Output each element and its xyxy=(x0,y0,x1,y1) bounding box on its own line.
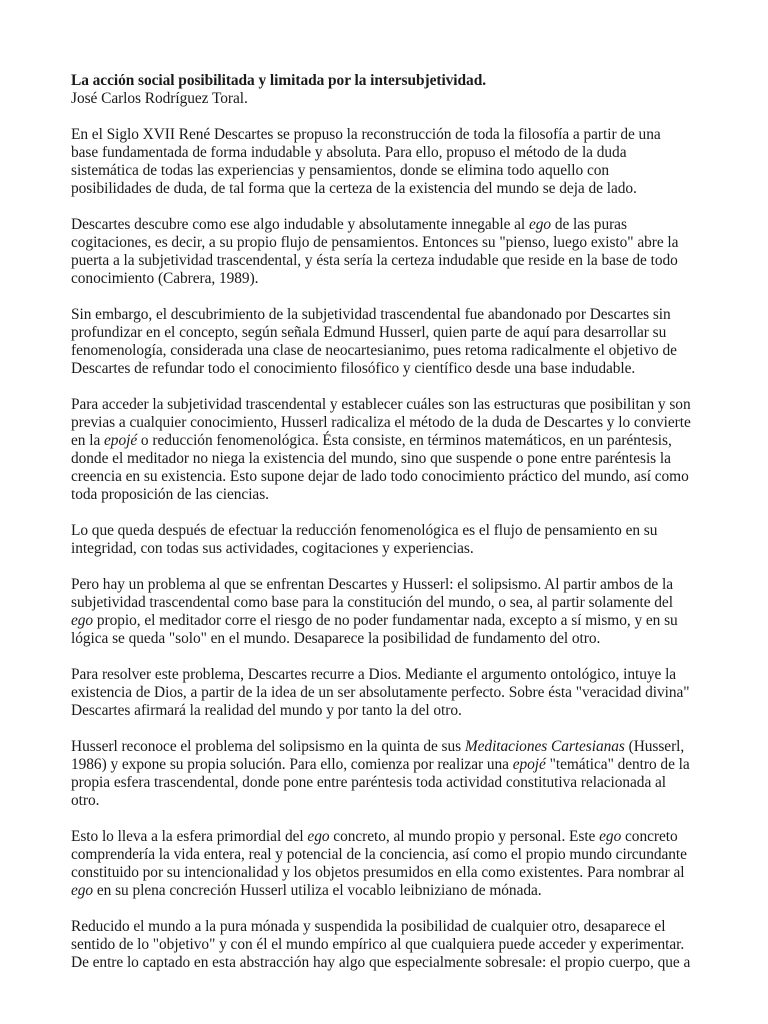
paragraph-text: (Husserl, 1986) y expone su propia solución. Para ello, comienza por realizar una xyxy=(71,738,685,773)
paragraph xyxy=(71,396,691,504)
document-body xyxy=(71,126,691,972)
italic-text: ego xyxy=(599,828,622,845)
paragraph xyxy=(71,126,691,198)
document-author: José Carlos Rodríguez Toral. xyxy=(71,90,248,107)
paragraph-text: Esto lo lleva a la esfera primordial del xyxy=(71,828,308,845)
paragraph xyxy=(71,666,691,720)
italic-text: ego xyxy=(528,216,552,233)
paragraph xyxy=(71,828,691,900)
paragraph-text: Para acceder la subjetividad trascendental y establecer cuáles son las estructuras que posibilitan y son previas a cualquier conocimiento, Husserl radicaliza el método de la duda de Descartes y lo convierte en la xyxy=(71,396,691,449)
paragraph-text: propio, el meditador corre el riesgo de no poder fundamentar nada, excepto a sí mismo, y en su lógica se queda "solo" en el mundo. Desaparece la posibilidad de fundamento del otro. xyxy=(71,612,678,647)
document-title: La acción social posibilitada y limitada por la intersubjetividad. xyxy=(71,72,486,89)
italic-text: ego xyxy=(71,612,94,629)
paragraph-text: En el Siglo XVII René Descartes se propuso la reconstrucción de toda la filosofía a partir de una base fundamentada de forma indudable y absoluta. Para ello, propuso el método de la duda sistemática de todas las experiencias y pensamientos, donde se elimina todo aquello con posibilidades de duda, de tal forma que la certeza de la existencia del mundo se deja de lado. xyxy=(71,126,661,197)
paragraph-text: de las puras cogitaciones, es decir, a su propio flujo de pensamientos. Entonces su "pienso, luego existo" abre la puerta a la subjetividad trascendental, y ésta sería la certeza indudable que reside en la base de todo conocimiento (Cabrera, 1989). xyxy=(71,216,679,287)
italic-text: epojé xyxy=(512,756,546,773)
italic-text: epojé xyxy=(104,432,138,449)
paragraph-text: Para resolver este problema, Descartes recurre a Dios. Mediante el argumento ontológico, intuye la existencia de Dios, a partir de la idea de un ser absolutamente perfecto. Sobre ésta "veracidad divina" Descartes afirmará la realidad del mundo y por tanto la del otro. xyxy=(71,666,690,719)
paragraph xyxy=(71,738,691,810)
paragraph-text: "temática" dentro de la propia esfera trascendental, donde pone entre paréntesis toda actividad constitutiva relacionada al otro. xyxy=(71,756,690,809)
paragraph xyxy=(71,216,691,288)
italic-text: ego xyxy=(307,828,330,845)
paragraph-text: Lo que queda después de efectuar la reducción fenomenológica es el flujo de pensamiento en su integridad, con todas sus actividades, cogitaciones y experiencias. xyxy=(71,522,658,557)
paragraph-text: Reducido el mundo a la pura mónada y suspendida la posibilidad de cualquier otro, desaparece el sentido de lo "objetivo" y con él el mundo empírico al que cualquiera puede acceder y experimentar. De entre lo captado en esta abstracción hay algo que especialmente sobresale: el propio cuerpo, que a xyxy=(71,918,691,971)
paragraph xyxy=(71,306,691,378)
document-page xyxy=(71,72,691,990)
paragraph xyxy=(71,576,691,648)
paragraph-text: concreto, al mundo propio y personal. Este xyxy=(329,828,600,845)
italic-text: Meditaciones Cartesianas xyxy=(464,738,625,755)
paragraph-text: Husserl reconoce el problema del solipsismo en la quinta de sus xyxy=(71,738,465,755)
paragraph-text: concreto comprendería la vida entera, real y potencial de la conciencia, así como el propio mundo circundante constituido por su intencionalidad y los objetos presumidos en ella como existentes. Para nombrar al xyxy=(71,828,687,881)
paragraph xyxy=(71,522,691,558)
paragraph-text: Sin embargo, el descubrimiento de la subjetividad trascendental fue abandonado por Descartes sin profundizar en el concepto, según señala Edmund Husserl, quien parte de aquí para desarrollar su fenomenología, considerada una clase de neocartesianimo, pues retoma radicalmente el objetivo de Descartes de refundar todo el conocimiento filosófico y científico desde una base indudable. xyxy=(71,306,677,377)
paragraph-text: en su plena concreción Husserl utiliza el vocablo leibniziano de mónada. xyxy=(93,882,542,899)
paragraph xyxy=(71,918,691,972)
paragraph-text: o reducción fenomenológica. Ésta consiste, en términos matemáticos, en un paréntesis, donde el meditador no niega la existencia del mundo, sino que suspende o pone entre paréntesis la creencia en su existencia. Esto supone dejar de lado todo conocimiento práctico del mundo, así como toda proposición de las ciencias. xyxy=(71,432,689,503)
italic-text: ego xyxy=(71,882,94,899)
paragraph-text: Descartes descubre como ese algo indudable y absolutamente innegable al xyxy=(71,216,529,233)
paragraph-text: Pero hay un problema al que se enfrentan Descartes y Husserl: el solipsismo. Al partir ambos de la subjetividad trascendental como base para la constitución del mundo, o sea, al partir solamente del xyxy=(71,576,674,611)
